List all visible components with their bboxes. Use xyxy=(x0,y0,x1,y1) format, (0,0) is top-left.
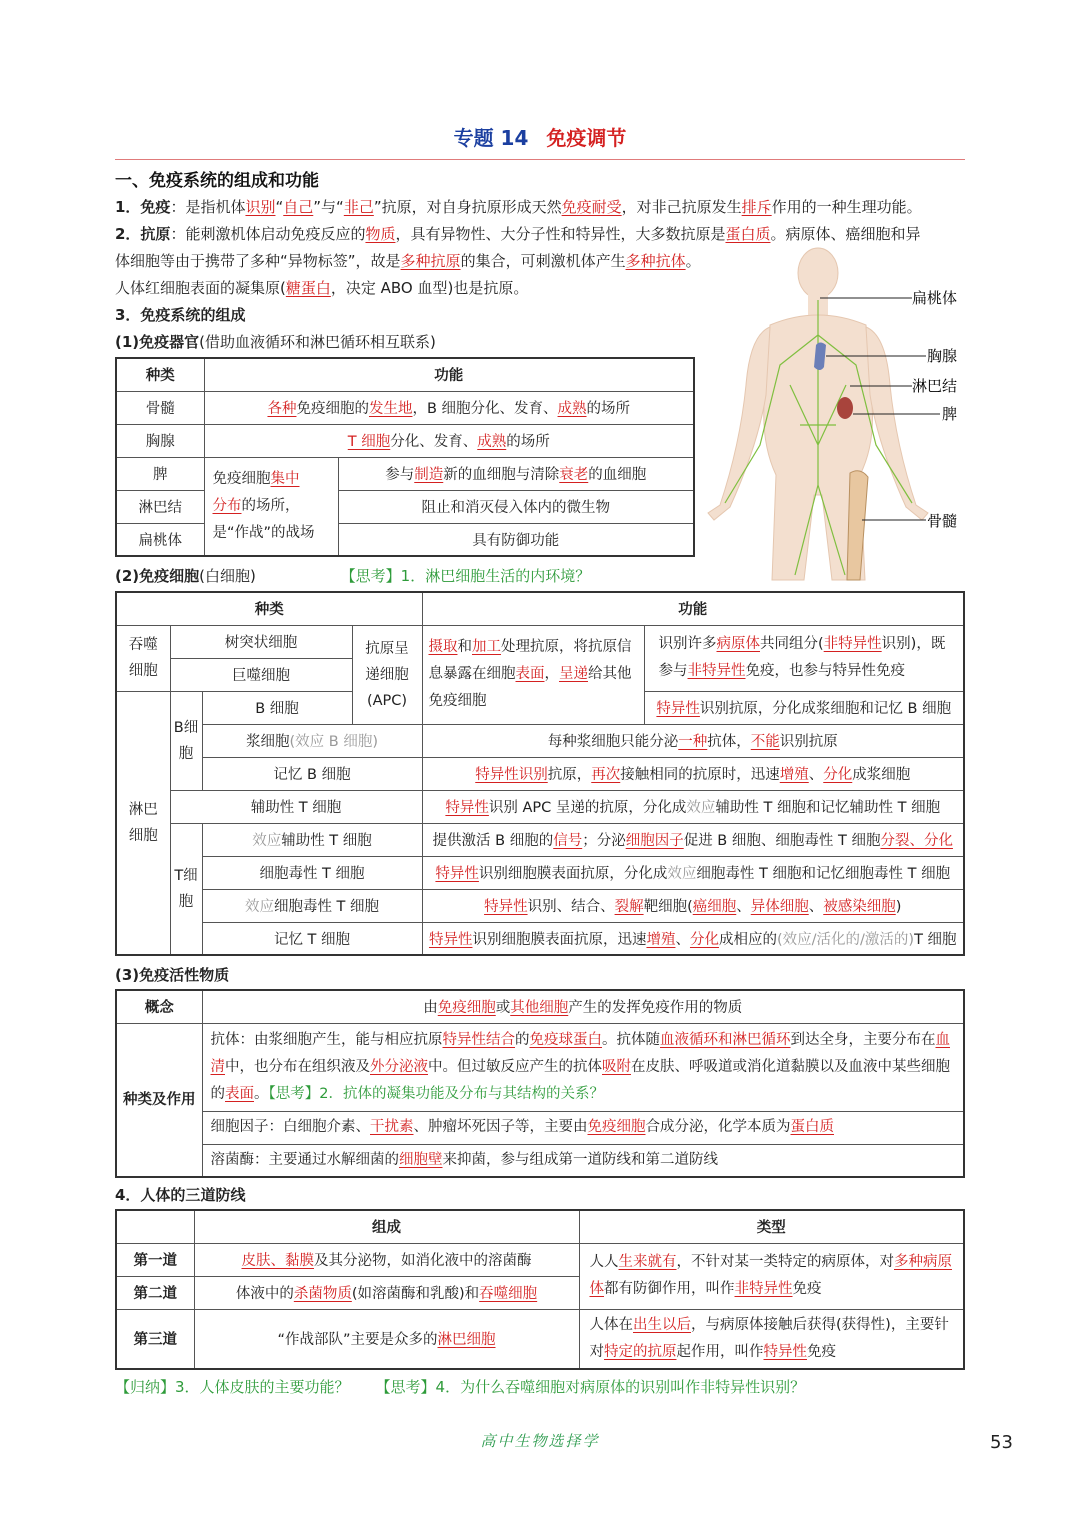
text: 免疫，也参与特异性免疫 xyxy=(745,663,905,679)
text: 识别)，既参与 xyxy=(658,636,946,679)
page-number: 53 xyxy=(990,1432,1013,1453)
substances-table xyxy=(115,989,965,1178)
lymphatic-system-figure xyxy=(700,245,980,585)
subheading-defense: 4．人体的三道防线 xyxy=(115,1186,246,1204)
text: 、 xyxy=(736,899,751,915)
cell-type: 吞噬细胞 xyxy=(116,625,170,691)
page-title xyxy=(0,122,1080,151)
text: 识别抗原，分化成浆细胞和记忆 B 细胞 xyxy=(699,701,952,717)
row-label: 概念 xyxy=(116,990,202,1023)
blank: 自己 xyxy=(283,198,314,216)
blank: 非特异性 xyxy=(823,636,882,652)
blank: 皮肤、黏膜 xyxy=(241,1253,314,1269)
defense-table xyxy=(115,1209,965,1370)
blank: 细胞因子 xyxy=(625,833,684,849)
text: ，与病原体接触后获得(获得性)，主要针对 xyxy=(589,1316,949,1360)
text: 成相应的 xyxy=(718,931,777,948)
blank: 生来就有 xyxy=(618,1254,677,1270)
blank: 排斥 xyxy=(741,198,772,216)
cell-type xyxy=(202,724,422,757)
label-spleen: 脾 xyxy=(942,405,958,423)
spleen-shape xyxy=(837,397,853,419)
defense-composition xyxy=(194,1243,579,1276)
shared-function xyxy=(204,457,338,556)
blank: 不能 xyxy=(750,734,780,750)
organ-function xyxy=(204,424,694,457)
header-cell: 功能 xyxy=(204,358,694,391)
blank: 一种 xyxy=(678,734,708,750)
blank: 成熟 xyxy=(557,401,587,417)
blank: 特异性结合 xyxy=(442,1031,515,1048)
defense-type xyxy=(579,1309,964,1369)
cell-type: 细胞毒性 T 细胞 xyxy=(202,856,422,889)
cell-type: 抗原呈递细胞(APC) xyxy=(352,625,422,724)
blank: 呈递 xyxy=(559,666,588,682)
text: ：能刺激机体启动免疫反应的 xyxy=(170,225,366,243)
header-cell: 组成 xyxy=(194,1210,579,1243)
blank: 裂解 xyxy=(614,899,644,915)
text: 、肿瘤坏死因子等，主要由 xyxy=(413,1119,588,1135)
blank: 衰老 xyxy=(559,467,589,483)
paragraph-agglutinogen xyxy=(115,275,755,302)
text: 浆细胞 xyxy=(246,734,290,750)
blank: 摄取 xyxy=(428,639,458,655)
bottom-notes xyxy=(115,1374,975,1401)
text: 的 xyxy=(515,1031,530,1048)
subheading-substances: (3)免疫活性物质 xyxy=(115,966,230,984)
blank: 其他细胞 xyxy=(510,1000,569,1017)
text: 的集合，可刺激机体产生 xyxy=(460,252,626,270)
blank: 特异性 xyxy=(763,1343,807,1360)
text: 体细胞等由于携带了多种“异物标签”，故是 xyxy=(115,252,401,270)
blank: 外分泌液 xyxy=(370,1058,428,1075)
blank: 特异性 xyxy=(428,931,473,948)
text: 靶细胞( xyxy=(643,899,693,915)
organ-function: 具有防御功能 xyxy=(338,523,694,556)
text: 抗体：由浆细胞产生，能与相应抗原 xyxy=(210,1031,443,1048)
blank: 免疫球蛋白 xyxy=(529,1031,602,1048)
text: 提供激活 B 细胞的 xyxy=(432,833,554,849)
text: 效应 xyxy=(667,866,697,882)
text: 在皮肤、呼吸道或消化道黏膜以及血液中某些细胞的 xyxy=(210,1058,950,1102)
text: 起作用，叫作 xyxy=(676,1343,764,1360)
text: 的场所 xyxy=(506,434,550,450)
blank: 蛋白质 xyxy=(725,225,771,243)
blank: 干扰素 xyxy=(370,1119,414,1135)
organ-name: 扁桃体 xyxy=(116,523,204,556)
subheading-composition: 3．免疫系统的组成 xyxy=(115,306,246,324)
organ-function xyxy=(204,391,694,424)
blank: 表面 xyxy=(225,1085,254,1102)
blank: 吞噬细胞 xyxy=(479,1286,538,1302)
blank: 异体细胞 xyxy=(750,899,809,915)
label-bone-marrow: 骨髓 xyxy=(927,512,958,530)
text: 参与 xyxy=(385,467,415,483)
text: 给其他免疫细胞 xyxy=(428,666,632,709)
text: 。病原体、癌细胞和异 xyxy=(770,225,921,243)
text: 人体在 xyxy=(589,1316,633,1333)
text: 的场所， xyxy=(241,497,300,514)
text: 识别、结合、 xyxy=(527,899,615,915)
blank: 制造 xyxy=(414,467,444,483)
text: ”与“ xyxy=(313,198,344,216)
cell-function xyxy=(422,823,964,856)
text: 接触相同的抗原时，迅速 xyxy=(620,767,780,783)
blank: 免疫细胞 xyxy=(587,1119,646,1135)
row-label: 第三道 xyxy=(116,1309,194,1369)
text: 识别细胞膜表面抗原，分化成 xyxy=(478,866,668,882)
summary-question: 【归纳】3．人体皮肤的主要功能？ xyxy=(115,1378,350,1396)
blank: 杀菌物质 xyxy=(293,1286,352,1302)
label-tonsil: 扁桃体 xyxy=(912,289,958,307)
text: 、 xyxy=(675,931,690,948)
blank: 增殖 xyxy=(646,931,676,948)
blank: 细胞壁 xyxy=(399,1151,443,1168)
cell-type xyxy=(202,889,422,922)
blank: 特异性 xyxy=(656,701,700,717)
text: 、 xyxy=(808,899,824,915)
organ-name: 胸腺 xyxy=(116,424,204,457)
blank: 被感染细胞 xyxy=(823,899,896,915)
cell-type: 巨噬细胞 xyxy=(170,658,352,691)
blank: 多种抗原 xyxy=(400,252,461,270)
text: 共同组分( xyxy=(760,636,824,652)
concept-text xyxy=(202,990,964,1023)
defense-composition xyxy=(194,1309,579,1369)
label-thymus: 胸腺 xyxy=(927,347,958,365)
cell-function xyxy=(422,856,964,889)
blank: 再次 xyxy=(591,767,621,783)
text: ”抗原，对自身抗原形成天然 xyxy=(373,198,562,216)
section-heading: 一、免疫系统的组成和功能 xyxy=(115,171,319,191)
cell-type xyxy=(202,823,422,856)
text: 抗原， xyxy=(547,767,592,783)
header-cell: 种类 xyxy=(116,592,422,625)
blank: 集中 xyxy=(270,470,300,487)
text: (如溶菌酶和乳酸)和 xyxy=(351,1286,480,1302)
text: 细胞毒性 T 细胞 xyxy=(273,899,380,915)
cell-group: T细胞 xyxy=(170,823,202,955)
blank: 特异性识别 xyxy=(475,767,548,783)
text: 促进 B 细胞、细胞毒性 T 细胞 xyxy=(683,833,881,849)
text: 人体红细胞表面的凝集原( xyxy=(115,279,286,297)
term-antigen: 2．抗原 xyxy=(115,225,171,243)
blank: 非特异性 xyxy=(734,1281,793,1297)
blank: 表面 xyxy=(515,666,545,682)
blank: 物质 xyxy=(365,225,396,243)
cell-type: 辅助性 T 细胞 xyxy=(170,790,422,823)
cell-function xyxy=(422,724,964,757)
text: ，具有异物性、大分子性和特异性，大多数抗原是 xyxy=(395,225,726,243)
text: ：是指机体 xyxy=(170,198,246,216)
text: 细胞毒性 T 细胞和记忆细胞毒性 T 细胞 xyxy=(696,866,951,882)
text: 中。但过敏反应产生的抗体 xyxy=(428,1058,602,1075)
text: ，决定 ABO 血型)也是抗原。 xyxy=(330,279,529,297)
text: 成浆细胞 xyxy=(852,767,911,783)
blank: 成熟 xyxy=(477,434,507,450)
header-cell: 类型 xyxy=(579,1210,964,1243)
text: 识别许多 xyxy=(658,636,717,652)
blank: 特定的抗原 xyxy=(604,1343,677,1360)
text: “ xyxy=(275,198,284,216)
think-tag: 【思考】 xyxy=(340,567,401,585)
text: 是“作战”的战场 xyxy=(212,524,315,541)
text: 新的血细胞与清除 xyxy=(443,467,560,483)
topic-number: 专题 14 xyxy=(453,126,529,150)
defense-type xyxy=(579,1243,964,1309)
organ-function: 阻止和消灭侵入体内的微生物 xyxy=(338,490,694,523)
blank: 多种抗体 xyxy=(625,252,686,270)
subheading-cells xyxy=(115,563,975,590)
cell-function xyxy=(422,790,964,823)
topic-name: 免疫调节 xyxy=(546,126,627,150)
blank: 信号 xyxy=(553,833,583,849)
text: 细胞因子：白细胞介素、 xyxy=(210,1119,370,1135)
row-label: 种类及作用 xyxy=(116,1023,202,1177)
text: 识别 APC 呈递的抗原，分化成 xyxy=(488,800,687,816)
text: 辅助性 T 细胞 xyxy=(281,833,372,849)
text: 和 xyxy=(457,639,472,655)
cell-group: B细胞 xyxy=(170,691,202,790)
text: 体液中的 xyxy=(235,1286,294,1302)
text: 辅助性 T 细胞和记忆辅助性 T 细胞 xyxy=(715,800,941,816)
blank: 特异性 xyxy=(484,899,528,915)
cell-type: B 细胞 xyxy=(202,691,352,724)
think-question: 【思考】2．抗体的凝集功能及分布与其结构的关系？ xyxy=(268,1085,604,1102)
cells-table xyxy=(115,591,965,956)
text: 合成分泌，化学本质为 xyxy=(645,1119,791,1135)
text: 效应 xyxy=(686,800,716,816)
text: 。 xyxy=(254,1085,269,1102)
blank: 分布 xyxy=(212,497,242,514)
text: 分化、发育、 xyxy=(390,434,478,450)
text: ，对非己抗原发生 xyxy=(621,198,742,216)
text: 抗体， xyxy=(707,734,751,750)
footer-brand: 高中生物选择学 xyxy=(480,1432,600,1450)
blank: 加工 xyxy=(472,639,501,655)
blank: 特异性 xyxy=(445,800,489,816)
blank: 癌细胞 xyxy=(692,899,737,915)
text: 免疫 xyxy=(792,1281,822,1297)
text: (效应/活化的/激活的) xyxy=(776,931,915,948)
blank: 发生地 xyxy=(368,401,413,417)
blank: 分裂、分化 xyxy=(880,833,953,849)
blank: 出生以后 xyxy=(633,1316,691,1333)
cell-type: 淋巴细胞 xyxy=(116,691,170,955)
text: 的场所 xyxy=(586,401,631,417)
text: 作用的一种生理功能。 xyxy=(771,198,922,216)
text: ) xyxy=(895,899,902,915)
text: 产生的发挥免疫作用的物质 xyxy=(568,1000,743,1017)
text: 免疫 xyxy=(807,1343,836,1360)
blank: 糖蛋白 xyxy=(285,279,331,297)
organ-name: 脾 xyxy=(116,457,204,490)
blank: 病原体 xyxy=(716,636,760,652)
blank: 分化 xyxy=(823,767,853,783)
text: ；分泌 xyxy=(582,833,626,849)
text: 每种浆细胞只能分泌 xyxy=(547,734,679,750)
text: (效应 B 细胞) xyxy=(289,734,378,750)
text: (借助血液循环和淋巴循环相互联系) xyxy=(199,333,436,351)
cell-function xyxy=(644,691,964,724)
think-question: 1．淋巴细胞生活的内环境？ xyxy=(400,567,591,585)
blank: 吸附 xyxy=(602,1058,631,1075)
cell-function xyxy=(422,625,644,724)
blank: 多种病原体 xyxy=(589,1254,952,1297)
lysozyme-text xyxy=(202,1144,964,1177)
text: 或 xyxy=(495,1000,511,1017)
text: 。抗体随 xyxy=(602,1031,660,1048)
text: 、 xyxy=(808,767,824,783)
subheading-organs xyxy=(115,329,436,356)
text: ， xyxy=(544,666,559,682)
blank: 增殖 xyxy=(779,767,809,783)
text: 。 xyxy=(685,252,701,270)
defense-composition xyxy=(194,1276,579,1309)
blank: 非己 xyxy=(343,198,374,216)
row-label: 第一道 xyxy=(116,1243,194,1276)
blank: 淋巴细胞 xyxy=(437,1332,496,1349)
blank: T 细胞 xyxy=(347,434,391,450)
text: 效应 xyxy=(244,899,274,915)
text: 识别细胞膜表面抗原，迅速 xyxy=(472,931,647,948)
organs-table xyxy=(115,357,695,557)
text: 都有防御作用，叫作 xyxy=(604,1281,735,1297)
text: 免疫细胞 xyxy=(212,470,271,487)
blank: 各种 xyxy=(267,401,297,417)
think-question: 【思考】4．为什么吞噬细胞对病原体的识别叫作非特异性识别？ xyxy=(375,1378,806,1396)
blank: 特异性 xyxy=(435,866,479,882)
text: 中，也分布在组织液及 xyxy=(225,1058,370,1075)
text: 处理抗原，将抗原信息暴露在细胞 xyxy=(428,639,632,682)
text: 由 xyxy=(423,1000,438,1017)
blank: 蛋白质 xyxy=(790,1119,834,1135)
cell-type: 记忆 T 细胞 xyxy=(202,922,422,955)
cell-function xyxy=(422,757,964,790)
antibody-text xyxy=(202,1023,964,1111)
blank: 非特异性 xyxy=(687,663,746,679)
cytokine-text xyxy=(202,1111,964,1144)
text: 人人 xyxy=(589,1254,619,1270)
text: (1)免疫器官 xyxy=(115,333,200,351)
term-immunity: 1．免疫 xyxy=(115,198,171,216)
blank: 免疫细胞 xyxy=(437,1000,496,1017)
title-rule xyxy=(115,159,965,160)
paragraph-immunity xyxy=(115,194,975,221)
text: T 细胞 xyxy=(914,931,957,948)
text: 溶菌酶：主要通过水解细菌的 xyxy=(210,1151,399,1168)
text: 识别抗原 xyxy=(779,734,838,750)
cell-function xyxy=(422,922,964,955)
text: 免疫细胞的 xyxy=(296,401,369,417)
blank: 识别 xyxy=(245,198,276,216)
text: ，B 细胞分化、发育、 xyxy=(412,401,558,417)
cell-function xyxy=(644,625,964,691)
text: “作战部队”主要是众多的 xyxy=(277,1332,438,1349)
blank: 免疫耐受 xyxy=(561,198,622,216)
blank: 血液循环和淋巴循环 xyxy=(660,1031,791,1048)
cell-type: 树突状细胞 xyxy=(170,625,352,658)
text: 到达全身，主要分布在 xyxy=(790,1031,936,1048)
header-cell: 种类 xyxy=(116,358,204,391)
blank: 血清 xyxy=(210,1031,950,1075)
text: (白细胞) xyxy=(199,567,256,585)
text: ，不针对某一类特定的病原体，对 xyxy=(676,1254,894,1270)
organ-name: 淋巴结 xyxy=(116,490,204,523)
text: 效应 xyxy=(252,833,282,849)
header-cell xyxy=(116,1210,194,1243)
text: (2)免疫细胞 xyxy=(115,567,200,585)
blank: 分化 xyxy=(689,931,719,948)
text: 来抑菌，参与组成第一道防线和第二道防线 xyxy=(442,1151,718,1168)
cell-type: 记忆 B 细胞 xyxy=(202,757,422,790)
text: 的血细胞 xyxy=(588,467,647,483)
row-label: 第二道 xyxy=(116,1276,194,1309)
organ-name: 骨髓 xyxy=(116,391,204,424)
label-lymph-node: 淋巴结 xyxy=(912,377,958,395)
text: 及其分泌物，如消化液中的溶菌酶 xyxy=(314,1253,532,1269)
organ-function xyxy=(338,457,694,490)
cell-function xyxy=(422,889,964,922)
header-cell: 功能 xyxy=(422,592,964,625)
